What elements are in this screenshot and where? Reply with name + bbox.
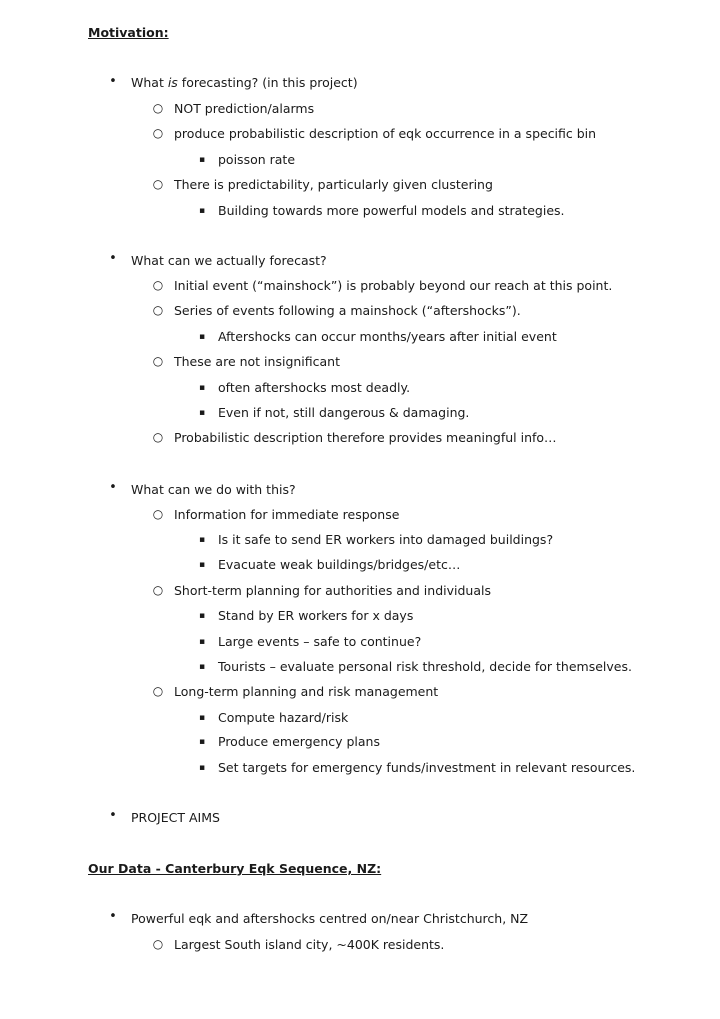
circle-bullet-marker: ○: [152, 101, 164, 115]
list-item: Information for immediate response: [174, 507, 400, 522]
square-bullet-marker: ▪: [198, 535, 206, 545]
square-bullet-marker: ▪: [198, 206, 206, 216]
circle-bullet-marker: ○: [152, 303, 164, 317]
emphasis-text: is: [167, 75, 178, 90]
list-item: These are not insignificant: [174, 354, 340, 369]
list-item: Tourists – evaluate personal risk threshold, decide for themselves.: [218, 659, 632, 674]
list-item: Set targets for emergency funds/investment in relevant resources.: [218, 760, 636, 775]
circle-bullet-marker: ○: [152, 177, 164, 191]
square-bullet-marker: ▪: [198, 662, 206, 672]
square-bullet-marker: ▪: [198, 637, 206, 647]
list-item-text: forecasting? (in this project): [177, 75, 358, 90]
square-bullet-marker: ▪: [198, 737, 206, 747]
list-item: Series of events following a mainshock (“aftershocks”).: [174, 303, 521, 318]
list-item: Short-term planning for authorities and individuals: [174, 583, 491, 598]
circle-bullet-marker: ○: [152, 507, 164, 521]
list-item: Large events – safe to continue?: [218, 634, 422, 649]
bullet-marker: •: [109, 909, 117, 924]
list-item: Initial event (“mainshock”) is probably beyond our reach at this point.: [174, 278, 613, 293]
list-item: Even if not, still dangerous & damaging.: [218, 405, 470, 420]
bullet-marker: •: [109, 480, 117, 495]
list-item: Compute hazard/risk: [218, 710, 349, 725]
square-bullet-marker: ▪: [198, 713, 206, 723]
circle-bullet-marker: ○: [152, 583, 164, 597]
list-item: Long-term planning and risk management: [174, 684, 439, 699]
list-item-what-can-we-forecast: What can we actually forecast?: [131, 253, 327, 268]
motivation-heading: Motivation:: [88, 25, 169, 40]
square-bullet-marker: ▪: [198, 763, 206, 773]
list-item: Produce emergency plans: [218, 734, 380, 749]
bullet-marker: •: [109, 74, 117, 89]
list-item: poisson rate: [218, 152, 296, 167]
square-bullet-marker: ▪: [198, 383, 206, 393]
list-item-canterbury-sequence: Powerful eqk and aftershocks centred on/near Christchurch, NZ: [131, 911, 529, 926]
list-item-text: What: [131, 75, 168, 90]
circle-bullet-marker: ○: [152, 354, 164, 368]
list-item: often aftershocks most deadly.: [218, 380, 411, 395]
data-section-heading: Our Data - Canterbury Eqk Sequence, NZ:: [88, 861, 382, 876]
list-item: Building towards more powerful models and strategies.: [218, 203, 565, 218]
list-item-what-is-forecasting: [131, 75, 358, 91]
square-bullet-marker: ▪: [198, 560, 206, 570]
circle-bullet-marker: ○: [152, 430, 164, 444]
list-item: Largest South island city, ~400K residents.: [174, 937, 445, 952]
square-bullet-marker: ▪: [198, 155, 206, 165]
list-item: NOT prediction/alarms: [174, 101, 315, 116]
square-bullet-marker: ▪: [198, 611, 206, 621]
list-item: Is it safe to send ER workers into damaged buildings?: [218, 532, 554, 547]
circle-bullet-marker: ○: [152, 126, 164, 140]
circle-bullet-marker: ○: [152, 278, 164, 292]
list-item: Evacuate weak buildings/bridges/etc…: [218, 557, 461, 572]
square-bullet-marker: ▪: [198, 408, 206, 418]
list-item: Aftershocks can occur months/years after initial event: [218, 329, 557, 344]
list-item: Probabilistic description therefore provides meaningful info…: [174, 430, 557, 445]
list-item-what-can-we-do: What can we do with this?: [131, 482, 296, 497]
circle-bullet-marker: ○: [152, 684, 164, 698]
list-item-project-aims: PROJECT AIMS: [131, 810, 220, 825]
list-item: produce probabilistic description of eqk occurrence in a specific bin: [174, 126, 597, 141]
list-item: There is predictability, particularly given clustering: [174, 177, 493, 192]
bullet-marker: •: [109, 808, 117, 823]
circle-bullet-marker: ○: [152, 937, 164, 951]
bullet-marker: •: [109, 251, 117, 266]
list-item: Stand by ER workers for x days: [218, 608, 414, 623]
square-bullet-marker: ▪: [198, 332, 206, 342]
